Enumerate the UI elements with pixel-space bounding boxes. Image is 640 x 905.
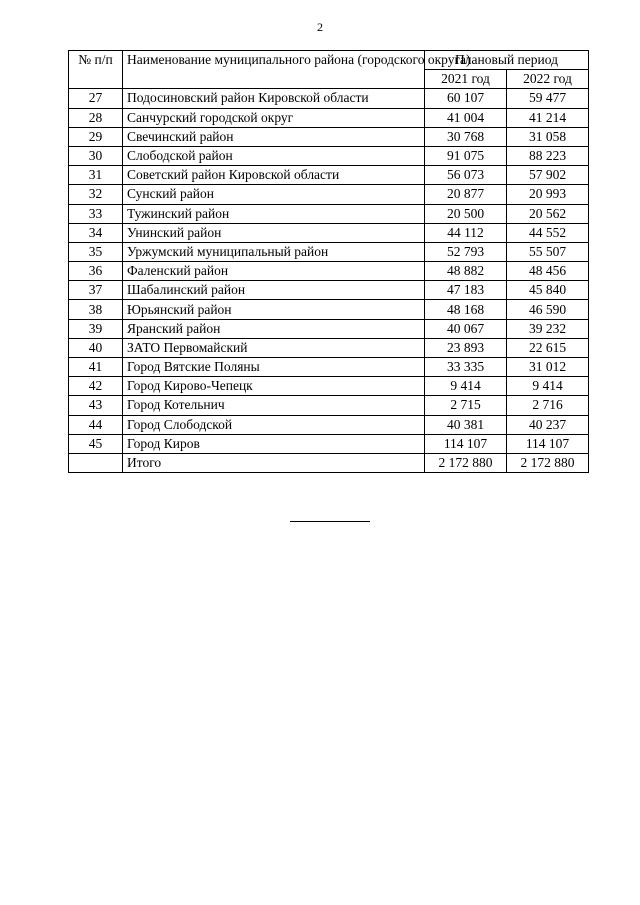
municipality-name: Город Котельнич <box>123 396 425 415</box>
row-number: 41 <box>69 358 123 377</box>
value-2022: 59 477 <box>507 89 589 108</box>
table-row <box>69 396 589 415</box>
page-number: 2 <box>317 20 323 34</box>
table-row <box>69 377 589 396</box>
value-2022: 114 107 <box>507 434 589 453</box>
municipality-name: Яранский район <box>123 319 425 338</box>
value-2022: 44 552 <box>507 223 589 242</box>
value-2022: 45 840 <box>507 281 589 300</box>
municipality-name: Санчурский городской округ <box>123 108 425 127</box>
value-2021: 48 882 <box>425 262 507 281</box>
value-2022: 55 507 <box>507 242 589 261</box>
municipality-name: Унинский район <box>123 223 425 242</box>
table-row <box>69 338 589 357</box>
municipality-name: ЗАТО Первомайский <box>123 338 425 357</box>
table-row <box>69 127 589 146</box>
table-row <box>69 204 589 223</box>
row-number: 45 <box>69 434 123 453</box>
row-number: 30 <box>69 146 123 165</box>
table-row <box>69 166 589 185</box>
value-2021: 114 107 <box>425 434 507 453</box>
value-2021: 20 877 <box>425 185 507 204</box>
municipality-name: Тужинский район <box>123 204 425 223</box>
municipality-name: Уржумский муниципальный район <box>123 242 425 261</box>
value-2022: 31 012 <box>507 358 589 377</box>
table-row <box>69 434 589 453</box>
value-2021: 23 893 <box>425 338 507 357</box>
value-2022: 2 716 <box>507 396 589 415</box>
value-2021: 41 004 <box>425 108 507 127</box>
table-row <box>69 281 589 300</box>
budget-table <box>68 50 589 473</box>
table-row <box>69 358 589 377</box>
value-2021: 47 183 <box>425 281 507 300</box>
value-2022: 88 223 <box>507 146 589 165</box>
value-2021: 52 793 <box>425 242 507 261</box>
value-2021: 48 168 <box>425 300 507 319</box>
table-header <box>69 51 589 89</box>
header-municipality-name: Наименование муниципального района (городского округа) <box>123 51 425 89</box>
header-year-2021: 2021 год <box>425 70 507 89</box>
total-2021: 2 172 880 <box>425 453 507 472</box>
table-row <box>69 319 589 338</box>
row-number: 43 <box>69 396 123 415</box>
value-2021: 56 073 <box>425 166 507 185</box>
value-2022: 9 414 <box>507 377 589 396</box>
row-number: 40 <box>69 338 123 357</box>
municipality-name: Слободской район <box>123 146 425 165</box>
table-row <box>69 415 589 434</box>
separator-line <box>290 521 370 522</box>
value-2022: 48 456 <box>507 262 589 281</box>
row-number: 31 <box>69 166 123 185</box>
value-2022: 20 993 <box>507 185 589 204</box>
value-2022: 46 590 <box>507 300 589 319</box>
table-row <box>69 300 589 319</box>
row-number: 32 <box>69 185 123 204</box>
value-2022: 31 058 <box>507 127 589 146</box>
municipality-name: Советский район Кировской области <box>123 166 425 185</box>
value-2021: 20 500 <box>425 204 507 223</box>
table-row <box>69 262 589 281</box>
municipality-name: Подосиновский район Кировской области <box>123 89 425 108</box>
row-number: 29 <box>69 127 123 146</box>
municipality-name: Свечинский район <box>123 127 425 146</box>
header-year-2022: 2022 год <box>507 70 589 89</box>
municipality-name: Город Киров <box>123 434 425 453</box>
row-number: 35 <box>69 242 123 261</box>
row-number: 39 <box>69 319 123 338</box>
row-number: 36 <box>69 262 123 281</box>
value-2022: 20 562 <box>507 204 589 223</box>
row-number: 37 <box>69 281 123 300</box>
value-2021: 9 414 <box>425 377 507 396</box>
value-2021: 91 075 <box>425 146 507 165</box>
total-2022: 2 172 880 <box>507 453 589 472</box>
table-body <box>69 89 589 454</box>
value-2021: 60 107 <box>425 89 507 108</box>
row-number: 44 <box>69 415 123 434</box>
total-row <box>69 453 589 472</box>
value-2021: 30 768 <box>425 127 507 146</box>
value-2021: 40 067 <box>425 319 507 338</box>
municipality-name: Город Слободской <box>123 415 425 434</box>
municipality-name: Город Кирово-Чепецк <box>123 377 425 396</box>
municipality-name: Фаленский район <box>123 262 425 281</box>
municipality-name: Сунский район <box>123 185 425 204</box>
total-label: Итого <box>123 453 425 472</box>
row-number: 33 <box>69 204 123 223</box>
row-number: 42 <box>69 377 123 396</box>
row-number: 28 <box>69 108 123 127</box>
municipality-name: Шабалинский район <box>123 281 425 300</box>
value-2022: 40 237 <box>507 415 589 434</box>
value-2021: 44 112 <box>425 223 507 242</box>
value-2022: 22 615 <box>507 338 589 357</box>
municipality-name: Город Вятские Поляны <box>123 358 425 377</box>
table-row <box>69 89 589 108</box>
value-2021: 33 335 <box>425 358 507 377</box>
row-number: 27 <box>69 89 123 108</box>
row-number: 38 <box>69 300 123 319</box>
table-row <box>69 242 589 261</box>
value-2022: 57 902 <box>507 166 589 185</box>
municipality-name: Юрьянский район <box>123 300 425 319</box>
value-2021: 40 381 <box>425 415 507 434</box>
value-2022: 41 214 <box>507 108 589 127</box>
value-2022: 39 232 <box>507 319 589 338</box>
header-planning-period: Плановый период <box>425 51 589 70</box>
row-number: 34 <box>69 223 123 242</box>
header-number: № п/п <box>69 51 123 89</box>
value-2021: 2 715 <box>425 396 507 415</box>
table-row <box>69 108 589 127</box>
total-number-cell <box>69 453 123 472</box>
table-row <box>69 185 589 204</box>
table-row <box>69 223 589 242</box>
table-row <box>69 146 589 165</box>
